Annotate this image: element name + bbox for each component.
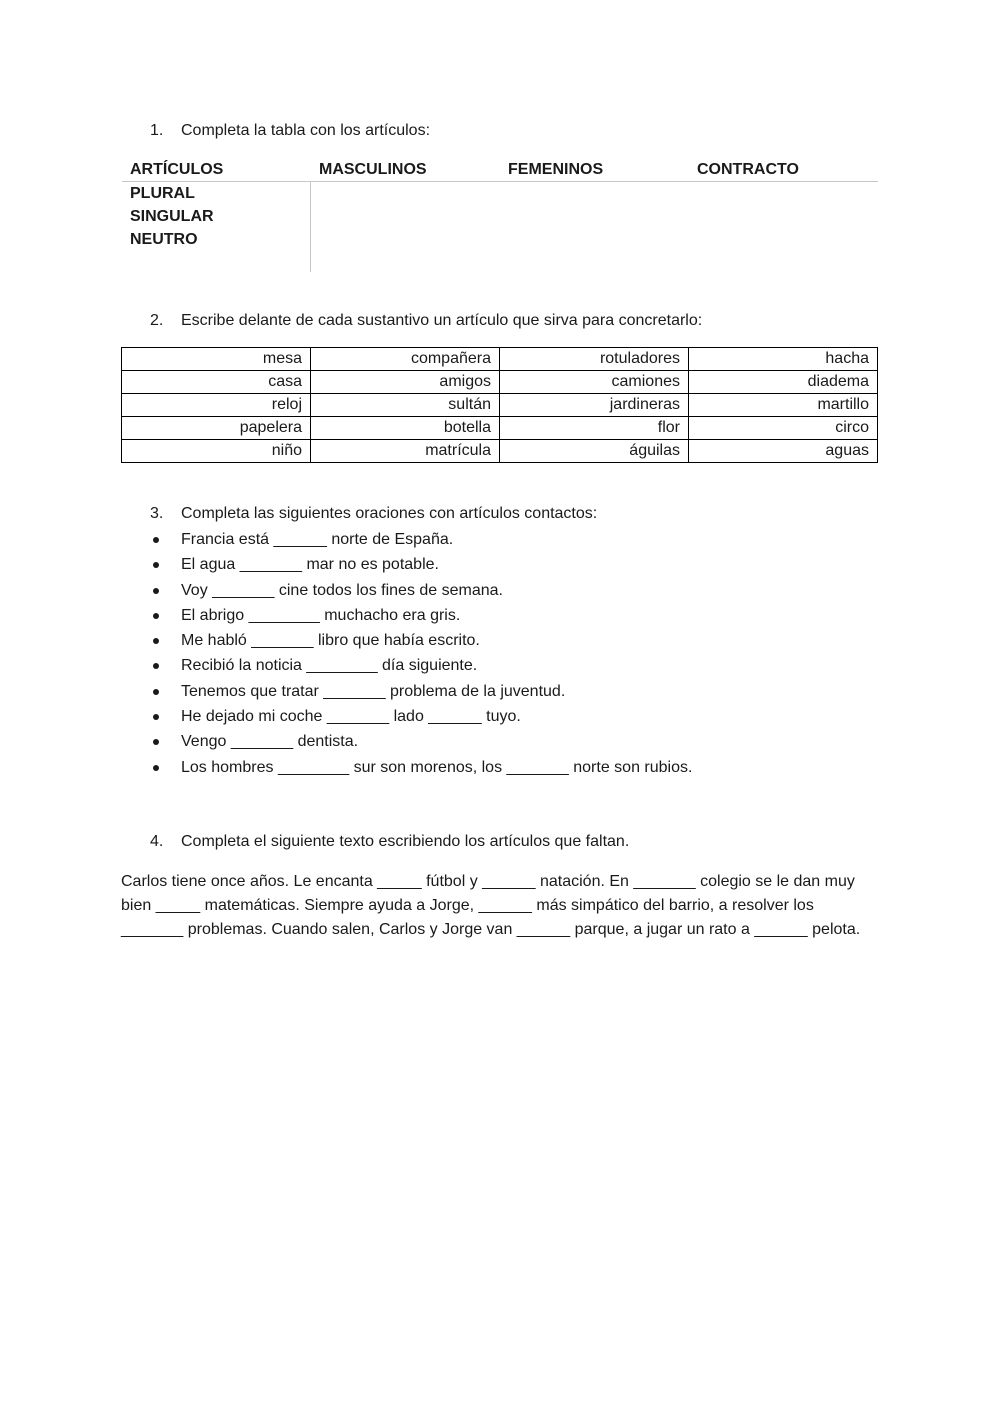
exercise-3-number: 3. — [150, 505, 164, 522]
list-item[interactable] — [150, 580, 692, 605]
noun-cell[interactable]: botella — [311, 417, 500, 440]
bullet-icon — [153, 689, 159, 695]
sentence-text: He dejado mi coche _______ lado ______ tuyo. — [181, 708, 521, 726]
bullet-icon — [153, 562, 159, 568]
nouns-table — [121, 347, 878, 463]
header-contracto: CONTRACTO — [697, 161, 799, 178]
bullet-icon — [153, 765, 159, 771]
exercise-2-number: 2. — [150, 312, 164, 329]
exercise-1-heading — [150, 122, 430, 140]
articles-table-header — [122, 158, 878, 182]
exercise-2-title: Escribe delante de cada sustantivo un artículo que sirva para concretarlo: — [181, 312, 703, 329]
exercise-3-title: Completa las siguientes oraciones con artículos contactos: — [181, 505, 598, 522]
sentence-text: Me habló _______ libro que había escrito. — [181, 632, 480, 650]
exercise-1-number: 1. — [150, 122, 164, 139]
noun-cell[interactable]: casa — [122, 371, 311, 394]
exercise-4-number: 4. — [150, 833, 164, 850]
sentence-text: Vengo _______ dentista. — [181, 733, 359, 751]
sentence-text: Francia está ______ norte de España. — [181, 531, 454, 548]
row-labels — [122, 182, 311, 272]
row-label-plural: PLURAL — [130, 185, 195, 202]
table-row — [122, 394, 878, 417]
noun-cell[interactable]: compañera — [311, 348, 500, 371]
row-label-singular: SINGULAR — [130, 208, 214, 225]
list-item[interactable] — [150, 757, 692, 782]
bullet-icon — [153, 714, 159, 720]
table-row — [122, 440, 878, 463]
exercise-3-heading — [150, 505, 597, 523]
noun-cell[interactable]: aguas — [689, 440, 878, 463]
bullet-icon — [153, 613, 159, 619]
articles-table — [122, 158, 878, 272]
sentences-list — [150, 529, 692, 782]
noun-cell[interactable]: reloj — [122, 394, 311, 417]
noun-cell[interactable]: jardineras — [500, 394, 689, 417]
header-articulos: ARTÍCULOS — [130, 161, 224, 178]
fill-in-paragraph[interactable]: Carlos tiene once años. Le encanta _____ fútbol y ______ natación. En _______ colegio se le dan muy bien _____ matemáticas. Siempre ayuda a Jorge, ______ más simpático del barrio, a resolver los _______ problemas. Cuando salen, Carlos y Jorge van ______ parque, a jugar un rato a ______ pelota. — [121, 873, 861, 939]
list-item[interactable] — [150, 681, 692, 706]
articles-table-body — [122, 182, 878, 272]
bullet-icon — [153, 663, 159, 669]
sentence-text: Tenemos que tratar _______ problema de la juventud. — [181, 682, 566, 700]
list-item[interactable] — [150, 554, 692, 579]
list-item[interactable] — [150, 655, 692, 680]
exercise-1-title: Completa la tabla con los artículos: — [181, 122, 431, 139]
noun-cell[interactable]: circo — [689, 417, 878, 440]
list-item[interactable] — [150, 706, 692, 731]
header-masculinos: MASCULINOS — [319, 161, 427, 178]
noun-cell[interactable]: papelera — [122, 417, 311, 440]
bullet-icon — [153, 638, 159, 644]
answer-area[interactable] — [311, 182, 878, 272]
noun-cell[interactable]: mesa — [122, 348, 311, 371]
table-row — [122, 348, 878, 371]
sentence-text: Voy _______ cine todos los fines de semana. — [181, 581, 503, 599]
list-item[interactable] — [150, 731, 692, 756]
noun-cell[interactable]: camiones — [500, 371, 689, 394]
noun-cell[interactable]: hacha — [689, 348, 878, 371]
exercise-2-heading — [150, 312, 702, 330]
list-item[interactable] — [150, 529, 692, 554]
noun-cell[interactable]: águilas — [500, 440, 689, 463]
list-item[interactable] — [150, 630, 692, 655]
noun-cell[interactable]: rotuladores — [500, 348, 689, 371]
noun-cell[interactable]: sultán — [311, 394, 500, 417]
exercise-4-title: Completa el siguiente texto escribiendo los artículos que faltan. — [181, 833, 630, 850]
bullet-icon — [153, 537, 159, 543]
table-row — [122, 371, 878, 394]
noun-cell[interactable]: matrícula — [311, 440, 500, 463]
sentence-text: El abrigo ________ muchacho era gris. — [181, 606, 461, 624]
sentence-text: El agua _______ mar no es potable. — [181, 556, 439, 574]
header-femeninos: FEMENINOS — [508, 161, 604, 178]
noun-cell[interactable]: diadema — [689, 371, 878, 394]
exercise-4-heading — [150, 833, 629, 851]
noun-cell[interactable]: flor — [500, 417, 689, 440]
list-item[interactable] — [150, 605, 692, 630]
row-label-neutro: NEUTRO — [130, 231, 198, 248]
sentence-text: Recibió la noticia ________ día siguiente. — [181, 657, 478, 675]
table-row — [122, 417, 878, 440]
bullet-icon — [153, 588, 159, 594]
sentence-text: Los hombres ________ sur son morenos, los _______ norte son rubios. — [181, 758, 693, 776]
noun-cell[interactable]: niño — [122, 440, 311, 463]
noun-cell[interactable]: martillo — [689, 394, 878, 417]
noun-cell[interactable]: amigos — [311, 371, 500, 394]
bullet-icon — [153, 739, 159, 745]
